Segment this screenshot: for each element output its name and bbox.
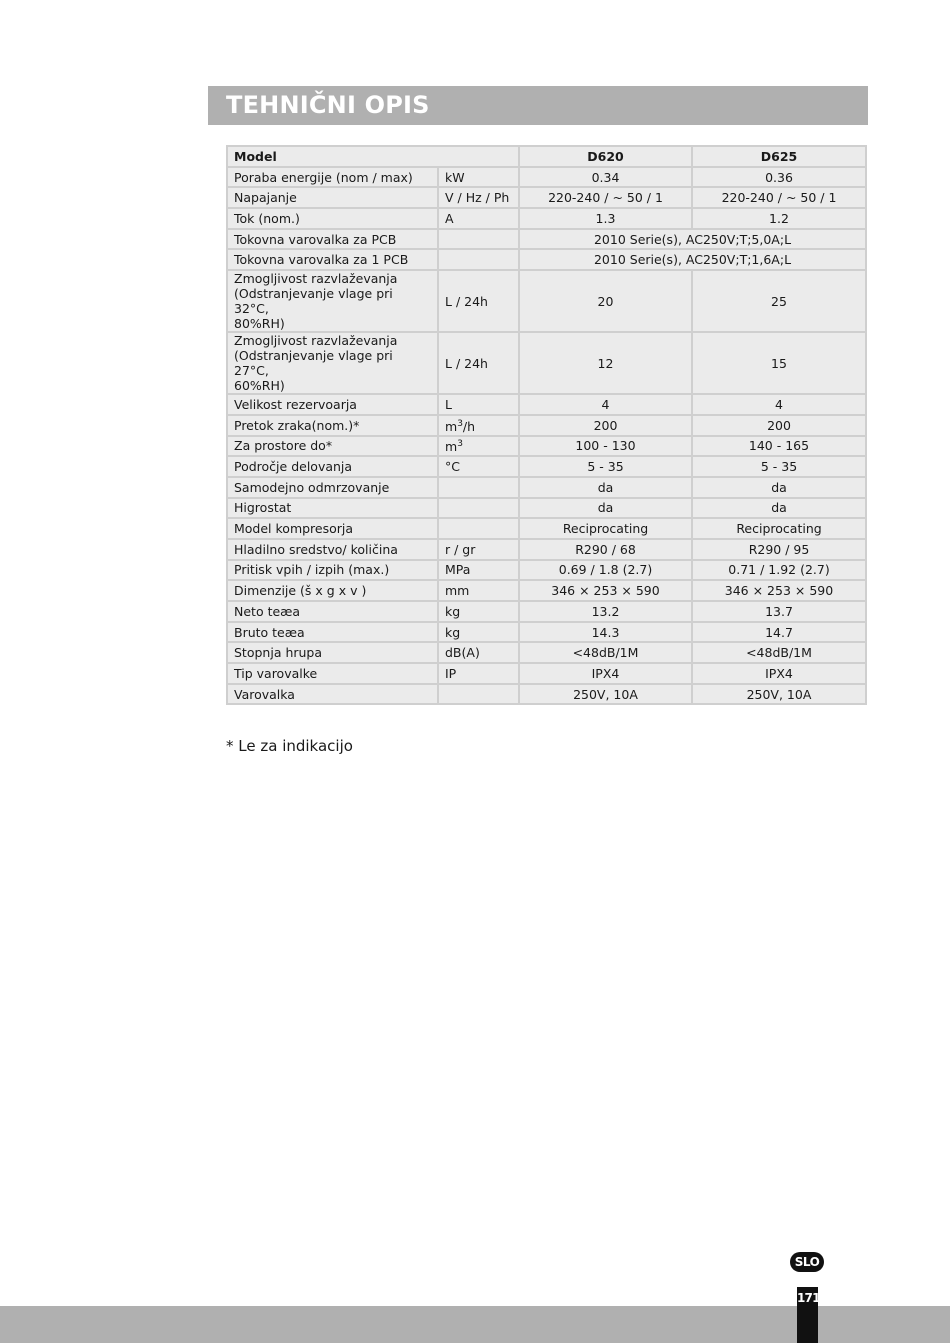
header-model-d620: D620 <box>519 146 692 167</box>
table-row <box>227 249 866 270</box>
row-label: Model kompresorja <box>227 518 438 539</box>
header-model-d625: D625 <box>692 146 866 167</box>
value-d620: <48dB/1M <box>519 642 692 663</box>
row-label: Bruto teæa <box>227 622 438 643</box>
row-label: Pretok zraka(nom.)* <box>227 415 438 436</box>
value-d620: 220-240 / ~ 50 / 1 <box>519 187 692 208</box>
row-label <box>227 270 438 332</box>
row-unit: A <box>438 208 519 229</box>
specifications-table <box>226 145 867 705</box>
value-d625: 0.36 <box>692 167 866 188</box>
row-unit <box>438 249 519 270</box>
section-title-bar <box>208 86 868 125</box>
table-row <box>227 415 866 436</box>
unit-superscript: 3 <box>457 439 463 450</box>
value-d620: 13.2 <box>519 601 692 622</box>
value-d625: 0.71 / 1.92 (2.7) <box>692 560 866 581</box>
table-row <box>227 642 866 663</box>
row-label: Tok (nom.) <box>227 208 438 229</box>
row-label: Tokovna varovalka za 1 PCB <box>227 249 438 270</box>
table-row <box>227 684 866 705</box>
unit-superscript: 3 <box>457 418 463 429</box>
row-label: Higrostat <box>227 498 438 519</box>
value-shared: 2010 Serie(s), AC250V;T;5,0A;L <box>519 229 866 250</box>
value-d620: 20 <box>519 270 692 332</box>
value-d620: 0.69 / 1.8 (2.7) <box>519 560 692 581</box>
row-unit: L / 24h <box>438 332 519 394</box>
value-shared: 2010 Serie(s), AC250V;T;1,6A;L <box>519 249 866 270</box>
unit-base: m <box>445 439 458 455</box>
row-label: Dimenzije (š x g x v ) <box>227 580 438 601</box>
page-title: TEHNIČNI OPIS <box>226 91 430 119</box>
row-label: Varovalka <box>227 684 438 705</box>
table-row <box>227 498 866 519</box>
value-d625: Reciprocating <box>692 518 866 539</box>
row-unit: r / gr <box>438 539 519 560</box>
row-label: Tip varovalke <box>227 663 438 684</box>
row-unit: dB(A) <box>438 642 519 663</box>
row-unit: °C <box>438 456 519 477</box>
value-d620: R290 / 68 <box>519 539 692 560</box>
table-row <box>227 332 866 394</box>
row-label: Pritisk vpih / izpih (max.) <box>227 560 438 581</box>
value-d620: 4 <box>519 394 692 415</box>
value-d625: 5 - 35 <box>692 456 866 477</box>
value-d625: 346 × 253 × 590 <box>692 580 866 601</box>
value-d625: 1.2 <box>692 208 866 229</box>
value-d625: da <box>692 498 866 519</box>
table-row <box>227 580 866 601</box>
value-d625: 25 <box>692 270 866 332</box>
table-row <box>227 229 866 250</box>
table-row <box>227 518 866 539</box>
table-row <box>227 601 866 622</box>
row-label-line: Zmogljivost razvlaževanja <box>234 271 398 287</box>
row-unit <box>438 477 519 498</box>
value-d620: 200 <box>519 415 692 436</box>
row-unit: kg <box>438 622 519 643</box>
value-d625: 200 <box>692 415 866 436</box>
language-badge <box>790 1252 824 1272</box>
row-label: Napajanje <box>227 187 438 208</box>
value-d620: 14.3 <box>519 622 692 643</box>
value-d625: R290 / 95 <box>692 539 866 560</box>
value-d625: 220-240 / ~ 50 / 1 <box>692 187 866 208</box>
table-row <box>227 270 866 332</box>
table-row <box>227 187 866 208</box>
row-label: Neto teæa <box>227 601 438 622</box>
row-unit <box>438 436 519 457</box>
table-row <box>227 560 866 581</box>
row-label: Hladilno sredstvo/ količina <box>227 539 438 560</box>
header-model-label: Model <box>227 146 519 167</box>
value-d620: da <box>519 498 692 519</box>
table-row <box>227 167 866 188</box>
row-unit: L / 24h <box>438 270 519 332</box>
page-number: 171 <box>797 1291 820 1305</box>
row-unit: MPa <box>438 560 519 581</box>
table-row <box>227 622 866 643</box>
row-label-line: 60%RH) <box>234 378 285 394</box>
value-d625: <48dB/1M <box>692 642 866 663</box>
value-d620: 0.34 <box>519 167 692 188</box>
table-row <box>227 539 866 560</box>
row-unit <box>438 498 519 519</box>
table-row <box>227 477 866 498</box>
value-d620: da <box>519 477 692 498</box>
row-unit <box>438 684 519 705</box>
value-d620: IPX4 <box>519 663 692 684</box>
value-d625: 140 - 165 <box>692 436 866 457</box>
table-row <box>227 456 866 477</box>
row-label: Tokovna varovalka za PCB <box>227 229 438 250</box>
value-d625: 4 <box>692 394 866 415</box>
table-row <box>227 436 866 457</box>
row-label: Velikost rezervoarja <box>227 394 438 415</box>
row-label: Stopnja hrupa <box>227 642 438 663</box>
row-unit: IP <box>438 663 519 684</box>
value-d620: Reciprocating <box>519 518 692 539</box>
value-d625: 15 <box>692 332 866 394</box>
value-d620: 1.3 <box>519 208 692 229</box>
value-d620: 250V, 10A <box>519 684 692 705</box>
value-d625: 13.7 <box>692 601 866 622</box>
row-label <box>227 332 438 394</box>
row-unit: L <box>438 394 519 415</box>
row-label: Poraba energije (nom / max) <box>227 167 438 188</box>
unit-rest: /h <box>462 418 476 434</box>
row-unit: mm <box>438 580 519 601</box>
row-unit <box>438 229 519 250</box>
row-label: Za prostore do* <box>227 436 438 457</box>
row-unit <box>438 415 519 436</box>
language-badge-label: SLO <box>794 1255 820 1269</box>
value-d625: da <box>692 477 866 498</box>
table-row <box>227 663 866 684</box>
value-d620: 5 - 35 <box>519 456 692 477</box>
value-d620: 346 × 253 × 590 <box>519 580 692 601</box>
row-label-line: (Odstranjevanje vlage pri 27°C, <box>234 348 393 379</box>
table-header-row <box>227 146 866 167</box>
row-label-line: Zmogljivost razvlaževanja <box>234 333 398 349</box>
value-d625: 250V, 10A <box>692 684 866 705</box>
table-row <box>227 394 866 415</box>
unit-base: m <box>445 418 458 434</box>
table-row <box>227 208 866 229</box>
row-unit: kW <box>438 167 519 188</box>
row-unit <box>438 518 519 539</box>
row-label-line: (Odstranjevanje vlage pri 32°C, <box>234 286 393 317</box>
page-number-tab <box>797 1287 818 1343</box>
row-label: Samodejno odmrzovanje <box>227 477 438 498</box>
row-unit: kg <box>438 601 519 622</box>
row-label: Področje delovanja <box>227 456 438 477</box>
row-label-line: 80%RH) <box>234 316 285 332</box>
value-d620: 100 - 130 <box>519 436 692 457</box>
value-d620: 12 <box>519 332 692 394</box>
value-d625: IPX4 <box>692 663 866 684</box>
row-unit: V / Hz / Ph <box>438 187 519 208</box>
footnote: * Le za indikacijo <box>226 737 353 755</box>
value-d625: 14.7 <box>692 622 866 643</box>
